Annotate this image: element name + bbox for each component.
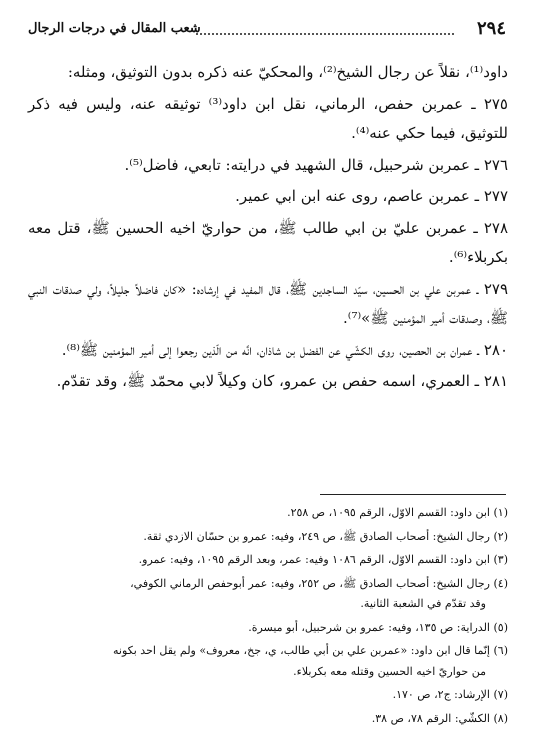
entry-275: ٢٧٥ ـ عمربن حفص، الرماني، نقل ابن داود⁽³⁾ توثيقه عنه، وليس فيه ذكر للتوثيق، فيما حكي عنه⁽⁴⁾. [28,94,508,142]
running-title: شعب المقال في درجات الرجال [28,21,201,36]
footnote-1 [28,503,508,524]
footnotes [28,503,508,732]
footnote-line-continued: من حواريّ اخيه الحسين وقتله معه بكربلاء. [293,664,486,678]
page-header [28,18,506,42]
footnote-separator [320,494,506,495]
footnote-line: (٧) الإرشاد: ج٢، ص ١٧٠. [392,688,508,701]
entry-276: ٢٧٦ ـ عمربن شرحبيل، قال الشهيد في درايته: تابعي، فاضل⁽⁵⁾. [124,155,508,174]
footnote-5 [28,618,508,639]
entry-279: ٢٧٩ ـ عمربن علي بن الحسين، سيّد الساجدين ﷺ، قال المفيد في إرشاده: «كان فاضلاً جليلاً، ولي صدقات النبي ﷺ، وصدقات أمير المؤمنين ﷺ»⁽⁷⁾. [28,279,508,327]
footnote-line: (٢) رجال الشيخ: أصحاب الصادق ﷺ، ص ٢٤٩، وفيه: عمرو بن حسّان الازدي ثقة. [143,529,508,543]
entry-281: ٢٨١ ـ العمري، اسمه حفص بن عمرو، كان وكيلاً لابي محمّد ﷺ، وقد تقدّم. [56,372,508,390]
footnote-line: (٣) ابن داود: القسم الاوّل، الرقم ١٠٨٦ وفيه: عمر، وبعد الرقم ١٠٩٥، وفيه: عمرو. [138,553,508,566]
footnote-6 [28,641,508,682]
footnote-8 [28,709,508,730]
entry-280: ٢٨٠ ـ عمران بن الحصين، روى الكشّي عن الفضل بن شاذان، انَّه من الّذين رجعوا إلى أمير المؤمنين ﷺ⁽⁸⁾. [61,340,508,359]
footnote-line: (٦) إنّما قال ابن داود: «عمربن علي بن أبي طالب، ي، جخ، معروف» ولم يقل احد بكونه [113,644,508,657]
footnote-line: (١) ابن داود: القسم الاوّل، الرقم ١٠٩٥، ص ٢٥٨. [287,506,508,519]
footnote-line: (٨) الكشّي: الرقم ٧٨، ص ٣٨. [371,711,508,725]
footnote-line: (٥) الدراية: ص ١٣٥، وفيه: عمرو بن شرحبيل، أبو ميسرة. [248,620,508,634]
entry-278: ٢٧٨ ـ عمربن عليّ بن ابي طالب ﷺ، من حواريّ اخيه الحسين ﷺ، قتل معه بكربلاء⁽⁶⁾. [28,218,508,266]
header-dotted-rule [196,33,454,35]
main-text [28,58,508,399]
footnote-2 [28,527,508,548]
entry-277: ٢٧٧ ـ عمربن عاصم، روى عنه ابن ابي عمير. [235,187,508,205]
page-number: ٢٩٤ [476,18,506,39]
footnote-3 [28,550,508,571]
footnote-line-continued: وقد تقدّم في الشعبة الثانية. [360,597,486,610]
footnote-line: (٤) رجال الشيخ: أصحاب الصادق ﷺ، ص ٢٥٢، وفيه: عمر أبوحفص الرماني الكوفي، [130,576,508,590]
footnote-4 [28,574,508,615]
footnote-7 [28,685,508,706]
paragraph-intro: داود⁽¹⁾، نقلاً عن رجال الشيخ⁽²⁾، والمحكيّ عنه ذكره بدون التوثيق، ومثله: [67,63,508,81]
